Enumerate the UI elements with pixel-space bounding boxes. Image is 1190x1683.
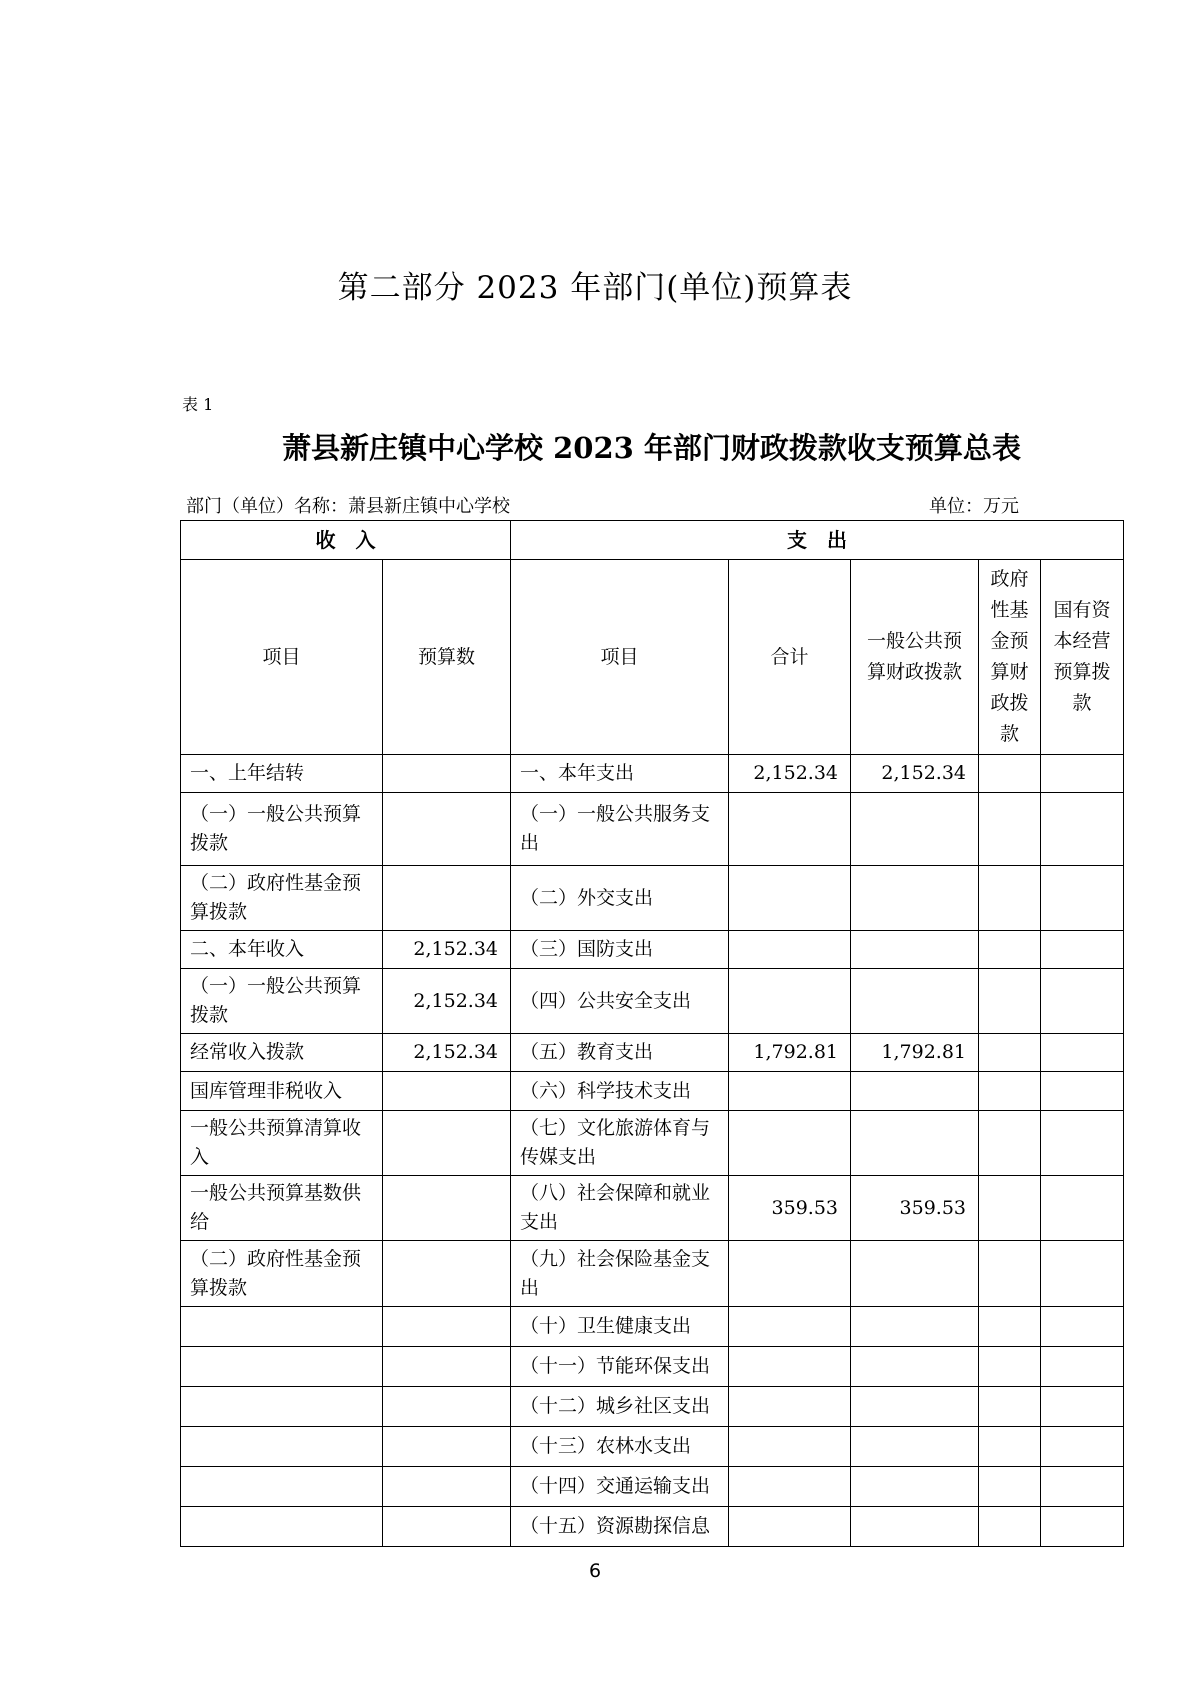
cell-r12-c4 bbox=[851, 1387, 979, 1427]
cell-r4-c6 bbox=[1041, 969, 1124, 1034]
cell-r14-c4 bbox=[851, 1467, 979, 1507]
cell-r6-c0: 国库管理非税收入 bbox=[181, 1072, 383, 1111]
cell-r10-c1 bbox=[383, 1307, 511, 1347]
section-title: 第二部分 2023 年部门(单位)预算表 bbox=[337, 270, 853, 306]
cell-r5-c6 bbox=[1041, 1034, 1124, 1072]
cell-r11-c2: （十一）节能环保支出 bbox=[511, 1347, 729, 1387]
meta-row bbox=[180, 492, 1123, 518]
cell-r8-c5 bbox=[979, 1176, 1041, 1241]
cell-r4-c3 bbox=[729, 969, 851, 1034]
cell-r9-c1 bbox=[383, 1241, 511, 1307]
cell-r6-c2: （六）科学技术支出 bbox=[511, 1072, 729, 1111]
cell-r0-c0: 一、上年结转 bbox=[181, 755, 383, 793]
cell-r4-c4 bbox=[851, 969, 979, 1034]
group-header-income: 收 入 bbox=[181, 521, 511, 560]
budget-table-body bbox=[181, 755, 1124, 1547]
cell-r7-c2: （七）文化旅游体育与传媒支出 bbox=[511, 1111, 729, 1176]
cell-r1-c0: （一）一般公共预算拨款 bbox=[181, 793, 383, 866]
cell-r13-c1 bbox=[383, 1427, 511, 1467]
cell-r12-c1 bbox=[383, 1387, 511, 1427]
cell-r6-c6 bbox=[1041, 1072, 1124, 1111]
table-row-14 bbox=[181, 1467, 1124, 1507]
cell-r15-c4 bbox=[851, 1507, 979, 1547]
table-label: 表 1 bbox=[182, 395, 214, 414]
cell-r12-c3 bbox=[729, 1387, 851, 1427]
cell-r9-c6 bbox=[1041, 1241, 1124, 1307]
cell-r8-c3: 359.53 bbox=[729, 1176, 851, 1241]
cell-r3-c4 bbox=[851, 931, 979, 969]
cell-r9-c2: （九）社会保险基金支出 bbox=[511, 1241, 729, 1307]
cell-r15-c5 bbox=[979, 1507, 1041, 1547]
cell-r9-c5 bbox=[979, 1241, 1041, 1307]
table-row-10 bbox=[181, 1307, 1124, 1347]
table-row-9 bbox=[181, 1241, 1124, 1307]
table-row-7 bbox=[181, 1111, 1124, 1176]
cell-r1-c6 bbox=[1041, 793, 1124, 866]
cell-r6-c4 bbox=[851, 1072, 979, 1111]
cell-r0-c5 bbox=[979, 755, 1041, 793]
cell-r3-c0: 二、本年收入 bbox=[181, 931, 383, 969]
cell-r12-c5 bbox=[979, 1387, 1041, 1427]
cell-r14-c3 bbox=[729, 1467, 851, 1507]
cell-r6-c1 bbox=[383, 1072, 511, 1111]
cell-r15-c2: （十五）资源勘探信息 bbox=[511, 1507, 729, 1547]
budget-table bbox=[180, 520, 1124, 1547]
cell-r9-c3 bbox=[729, 1241, 851, 1307]
cell-r15-c1 bbox=[383, 1507, 511, 1547]
cell-r5-c1: 2,152.34 bbox=[383, 1034, 511, 1072]
cell-r8-c4: 359.53 bbox=[851, 1176, 979, 1241]
table-row-4 bbox=[181, 969, 1124, 1034]
cell-r4-c0: （一）一般公共预算拨款 bbox=[181, 969, 383, 1034]
cell-r10-c0 bbox=[181, 1307, 383, 1347]
table-row-13 bbox=[181, 1427, 1124, 1467]
cell-r10-c4 bbox=[851, 1307, 979, 1347]
cell-r9-c4 bbox=[851, 1241, 979, 1307]
cell-r5-c5 bbox=[979, 1034, 1041, 1072]
cell-r5-c3: 1,792.81 bbox=[729, 1034, 851, 1072]
cell-r9-c0: （二）政府性基金预算拨款 bbox=[181, 1241, 383, 1307]
cell-r6-c3 bbox=[729, 1072, 851, 1111]
cell-r7-c1 bbox=[383, 1111, 511, 1176]
budget-table-head bbox=[181, 521, 1124, 755]
unit-label: 单位：万元 bbox=[929, 496, 1019, 517]
cell-r7-c4 bbox=[851, 1111, 979, 1176]
cell-r14-c6 bbox=[1041, 1467, 1124, 1507]
cell-r2-c4 bbox=[851, 866, 979, 931]
cell-r3-c5 bbox=[979, 931, 1041, 969]
cell-r15-c6 bbox=[1041, 1507, 1124, 1547]
cell-r13-c3 bbox=[729, 1427, 851, 1467]
cell-r11-c5 bbox=[979, 1347, 1041, 1387]
cell-r11-c4 bbox=[851, 1347, 979, 1387]
group-header-row bbox=[181, 521, 1124, 560]
cell-r2-c6 bbox=[1041, 866, 1124, 931]
table-title: 萧县新庄镇中心学校 2023 年部门财政拨款收支预算总表 bbox=[282, 431, 1021, 465]
column-header-row bbox=[181, 560, 1124, 755]
cell-r13-c0 bbox=[181, 1427, 383, 1467]
cell-r13-c5 bbox=[979, 1427, 1041, 1467]
cell-r7-c0: 一般公共预算清算收入 bbox=[181, 1111, 383, 1176]
page-number: 6 bbox=[588, 1560, 602, 1582]
table-row-15 bbox=[181, 1507, 1124, 1547]
cell-r13-c6 bbox=[1041, 1427, 1124, 1467]
cell-r5-c2: （五）教育支出 bbox=[511, 1034, 729, 1072]
cell-r5-c0: 经常收入拨款 bbox=[181, 1034, 383, 1072]
cell-r3-c1: 2,152.34 bbox=[383, 931, 511, 969]
cell-r8-c6 bbox=[1041, 1176, 1124, 1241]
cell-r3-c2: （三）国防支出 bbox=[511, 931, 729, 969]
cell-r14-c5 bbox=[979, 1467, 1041, 1507]
cell-r0-c2: 一、本年支出 bbox=[511, 755, 729, 793]
column-header-4: 一般公共预算财政拨款 bbox=[851, 560, 979, 755]
cell-r1-c4 bbox=[851, 793, 979, 866]
table-row-3 bbox=[181, 931, 1124, 969]
cell-r0-c1 bbox=[383, 755, 511, 793]
column-header-0: 项目 bbox=[181, 560, 383, 755]
cell-r0-c4: 2,152.34 bbox=[851, 755, 979, 793]
cell-r1-c1 bbox=[383, 793, 511, 866]
cell-r4-c1: 2,152.34 bbox=[383, 969, 511, 1034]
cell-r8-c2: （八）社会保障和就业支出 bbox=[511, 1176, 729, 1241]
cell-r3-c3 bbox=[729, 931, 851, 969]
table-row-2 bbox=[181, 866, 1124, 931]
cell-r1-c2: （一）一般公共服务支出 bbox=[511, 793, 729, 866]
table-row-1 bbox=[181, 793, 1124, 866]
table-row-8 bbox=[181, 1176, 1124, 1241]
cell-r7-c3 bbox=[729, 1111, 851, 1176]
cell-r10-c5 bbox=[979, 1307, 1041, 1347]
cell-r12-c2: （十二）城乡社区支出 bbox=[511, 1387, 729, 1427]
cell-r15-c0 bbox=[181, 1507, 383, 1547]
cell-r12-c0 bbox=[181, 1387, 383, 1427]
cell-r10-c2: （十）卫生健康支出 bbox=[511, 1307, 729, 1347]
cell-r0-c6 bbox=[1041, 755, 1124, 793]
column-header-2: 项目 bbox=[511, 560, 729, 755]
cell-r1-c3 bbox=[729, 793, 851, 866]
cell-r8-c1 bbox=[383, 1176, 511, 1241]
table-row-11 bbox=[181, 1347, 1124, 1387]
group-header-expenditure: 支 出 bbox=[511, 521, 1124, 560]
cell-r11-c3 bbox=[729, 1347, 851, 1387]
column-header-1: 预算数 bbox=[383, 560, 511, 755]
cell-r10-c6 bbox=[1041, 1307, 1124, 1347]
cell-r11-c0 bbox=[181, 1347, 383, 1387]
cell-r7-c6 bbox=[1041, 1111, 1124, 1176]
cell-r0-c3: 2,152.34 bbox=[729, 755, 851, 793]
cell-r1-c5 bbox=[979, 793, 1041, 866]
cell-r11-c6 bbox=[1041, 1347, 1124, 1387]
cell-r4-c2: （四）公共安全支出 bbox=[511, 969, 729, 1034]
cell-r4-c5 bbox=[979, 969, 1041, 1034]
cell-r5-c4: 1,792.81 bbox=[851, 1034, 979, 1072]
cell-r2-c1 bbox=[383, 866, 511, 931]
column-header-6: 国有资本经营预算拨款 bbox=[1041, 560, 1124, 755]
table-row-0 bbox=[181, 755, 1124, 793]
table-row-5 bbox=[181, 1034, 1124, 1072]
cell-r13-c2: （十三）农林水支出 bbox=[511, 1427, 729, 1467]
column-header-5: 政府性基金预算财政拨款 bbox=[979, 560, 1041, 755]
cell-r7-c5 bbox=[979, 1111, 1041, 1176]
cell-r10-c3 bbox=[729, 1307, 851, 1347]
column-header-3: 合计 bbox=[729, 560, 851, 755]
cell-r2-c5 bbox=[979, 866, 1041, 931]
cell-r13-c4 bbox=[851, 1427, 979, 1467]
cell-r11-c1 bbox=[383, 1347, 511, 1387]
cell-r8-c0: 一般公共预算基数供给 bbox=[181, 1176, 383, 1241]
table-row-6 bbox=[181, 1072, 1124, 1111]
cell-r2-c2: （二）外交支出 bbox=[511, 866, 729, 931]
cell-r12-c6 bbox=[1041, 1387, 1124, 1427]
cell-r2-c3 bbox=[729, 866, 851, 931]
cell-r15-c3 bbox=[729, 1507, 851, 1547]
cell-r3-c6 bbox=[1041, 931, 1124, 969]
cell-r14-c2: （十四）交通运输支出 bbox=[511, 1467, 729, 1507]
department-name: 部门（单位）名称：萧县新庄镇中心学校 bbox=[186, 496, 510, 517]
table-row-12 bbox=[181, 1387, 1124, 1427]
cell-r14-c1 bbox=[383, 1467, 511, 1507]
cell-r14-c0 bbox=[181, 1467, 383, 1507]
cell-r2-c0: （二）政府性基金预算拨款 bbox=[181, 866, 383, 931]
cell-r6-c5 bbox=[979, 1072, 1041, 1111]
